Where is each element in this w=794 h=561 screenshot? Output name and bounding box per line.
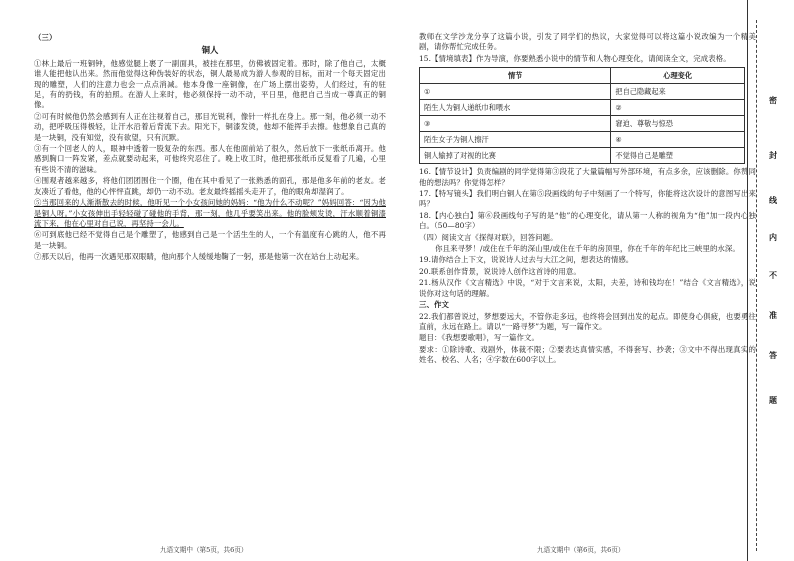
table-row xyxy=(420,100,745,116)
plot-table xyxy=(419,67,745,164)
question-18: 18.【内心独白】第⑥段画线句子写的是“他”的心理变化，请从第一人称的视角为“他”加一段内心独白。（50—80字） xyxy=(419,210,756,231)
section-4-heading: （四）阅读文言《探得对联》，回答问题。 xyxy=(419,232,558,242)
table-cell-plot[interactable]: ③ xyxy=(420,116,611,132)
table-cell-plot: 陌生女子为铜人擦汗 xyxy=(420,132,611,148)
question-17: 17.【特写镜头】我们明白铜人在第⑤段画线的句子中刻画了一个特写，你能将这次设计的意图写出来吗？ xyxy=(419,189,756,209)
seal-dashed-line xyxy=(756,20,757,551)
table-header-change: 心理变化 xyxy=(611,68,745,84)
seal-char: 线 xyxy=(769,195,777,205)
paragraph-4: ④围观者越来越多，将他们团团围住一个圈，他在其中看见了一张熟悉的面孔，那是他多年前的老友。老友凑近了看他，他的心怦怦直跳，却仍一动不动。老友最终摇摇头走开了，他的眼角却湿润了。 xyxy=(34,176,386,196)
table-cell-change[interactable]: ② xyxy=(611,100,745,116)
seal-char: 答 xyxy=(769,350,777,360)
table-cell-plot[interactable]: ① xyxy=(420,84,611,100)
right-page xyxy=(397,0,794,561)
table-cell-change: 不觉得自己是雕塑 xyxy=(611,148,745,164)
essay-requirements: 要求：①除诗歌、戏剧外，体裁不限；②要表达真情实感，不得套写、抄袭；③文中不得出现真实的姓名、校名、人名；④字数在600字以上。 xyxy=(419,344,756,365)
table-header-plot: 情节 xyxy=(420,68,611,84)
seal-char: 内 xyxy=(769,232,777,242)
table-cell-plot: 铜人输掉了对视的比赛 xyxy=(420,148,611,164)
right-page-content xyxy=(419,32,756,367)
table-header-row xyxy=(420,68,745,84)
table-row xyxy=(420,132,745,148)
paragraph-6: ⑥可到底他已经不觉得自己是个雕塑了，他感到自己是一个活生生的人，一个有温度有心跳的人，他不再是一块铜。 xyxy=(34,230,386,250)
table-cell-change: 窘迫、尊敬与惊恐 xyxy=(611,116,745,132)
paragraph-1: ①林上最后一班铜钟，他感觉腿上裹了一副面具，被挂在那里，仿佛被固定着。那时，除了他自己，太概谁人能把他认出来。然而他觉得这种伪装好的状态，铜人最易成为游人参观的目标，而对一个每天固定出现的雕塑，人们的注意力也会一点点消减。他本身像一座铜像，在广场上摆出姿势，人们经过，有的驻足，有的扔钱，有的拍照。在游人上来时，他必须保持一动不动，平日里，他把自己当成一尊真正的铜像。 xyxy=(34,58,386,110)
story-title: 铜人 xyxy=(201,45,219,56)
poem-text: 你且来寻梦！/或住在千年的深山里/或住在千年的房顶里，你在千年的年纪比三峡里的水深。 xyxy=(435,244,740,254)
question-20: 20.联系创作背景，说说诗人创作这首诗的用意。 xyxy=(419,266,581,276)
question-16: 16.【情节设计】负责编剧的同学觉得第③段花了大量篇幅写外部环境，有点多余，应该删除。你赞同他的想法吗？你觉得怎样？ xyxy=(419,167,756,187)
table-row xyxy=(420,116,745,132)
paragraph-2: ②可有时候他仍然会感到有人正在注视着自己，那目光锐利，像针一样扎在身上。那一刻，他必须一动不动，把呼吸压得极轻，让汗水沿着后背流下去。阳光下，铜漆发烫，他却不能挥手去擦。他想象自己真的是一块铜，没有知觉，没有欲望，只有沉默。 xyxy=(34,111,386,142)
seal-char: 密 xyxy=(769,95,777,105)
paragraph-7: ⑦那天以后，他再一次遇见那双眼睛，他向那个人缓缓地鞠了一躬，那是他第一次在站台上动起来。 xyxy=(34,252,364,262)
table-row xyxy=(420,148,745,164)
table-cell-change: 把自己隐藏起来 xyxy=(611,84,745,100)
table-cell-change[interactable]: ④ xyxy=(611,132,745,148)
seal-char: 不 xyxy=(769,270,777,280)
paragraph-5: ⑤当那回来的人渐渐散去的时候，他听见一个小女孩问她的妈妈：“他为什么不动呢？”妈妈回答：“因为他是铜人呀。”小女孩伸出手轻轻碰了碰他的手背，那一刻，他几乎要笑出来。他的脸颊发烫，汗水顺着铜漆流下来，他在心里对自己说，再坚持一会儿。 xyxy=(34,198,386,228)
table-cell-plot: 陌生人为铜人递纸巾和喂水 xyxy=(420,100,611,116)
left-page-content xyxy=(34,33,386,264)
section-tag: （三） xyxy=(34,33,57,42)
intro-text: 教师在文学沙龙分享了这篇小说，引发了同学们的热议，大家觉得可以将这篇小说改编为一个精美剧，请你帮忙完成任务。 xyxy=(419,32,756,52)
left-footer: 九语文期中（第5页，共6页） xyxy=(160,545,248,554)
section-writing-heading: 三、作文 xyxy=(419,300,449,310)
seal-char: 准 xyxy=(769,310,777,320)
seal-line-margin xyxy=(747,0,794,561)
question-15: 15.【情境填表】作为导演，你要熟悉小说中的情节和人物心理变化，请阅读全文，完成表格。 xyxy=(419,53,731,63)
question-21: 21.杨从汉作《文言精选》中说，“对于文言来说，太阳，夫差，诗和钱均在！”结合《文言精选》，说说你对这句话的理解。 xyxy=(419,278,756,298)
seal-char: 封 xyxy=(769,150,777,160)
table-row xyxy=(420,84,745,100)
essay-task: 题目：《我想要歌唱》，写一篇作文。 xyxy=(419,333,539,343)
question-19: 19.请你结合上下文，说说诗人过去与大江之间，想表达的情感。 xyxy=(419,255,634,265)
paragraph-3: ③有一个回老人的人，眼神中透着一股复杂的东西。那人在他面前站了很久，然后放下一张纸币离开。他感到胸口一阵发紧，差点就要动起来，可他终究忍住了。晚上收工时，他把那张纸币反复看了几遍，心里有些说不清的滋味。 xyxy=(34,144,386,174)
seal-char: 题 xyxy=(769,395,777,405)
right-footer: 九语文期中（第6页，共6页） xyxy=(537,545,625,554)
question-22: 22.我们都曾说过，梦想要远大，不管你走多远，也终将会回到出发的起点。即使身心俱疲，也要勇往直前，永远在路上。请以“一路寻梦”为题，写一篇作文。 xyxy=(419,311,756,331)
